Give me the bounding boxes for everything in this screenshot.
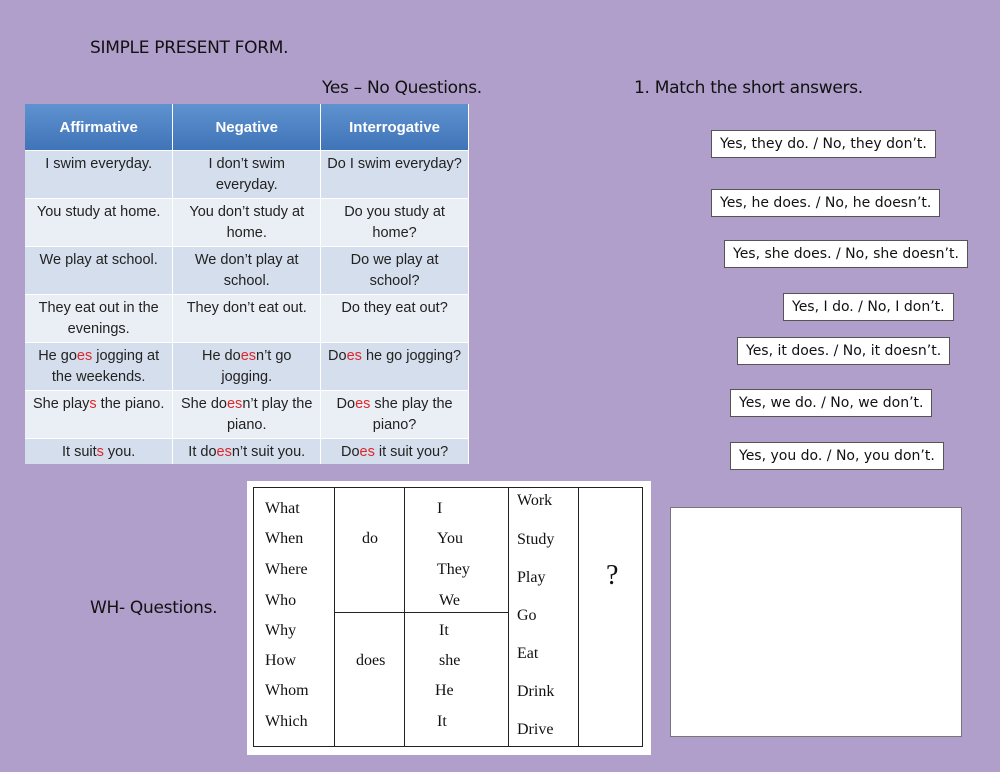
cell-text: I swim everyday. <box>45 156 153 172</box>
cell-text: jogging at the weekends. <box>51 347 160 385</box>
subject-word: It <box>437 713 447 730</box>
cell-text: Do you study at home? <box>344 203 445 241</box>
short-answer-we[interactable]: Yes, we do. / No, we don’t. <box>730 389 932 417</box>
highlighted-ending: s <box>89 395 97 412</box>
verb-word: Work <box>517 492 553 509</box>
aux-does: does <box>356 652 386 669</box>
cell-text: You study at home. <box>36 203 161 220</box>
cell-text: n’t go jogging. <box>221 347 292 385</box>
short-answer-he[interactable]: Yes, he does. / No, he doesn’t. <box>711 189 940 217</box>
short-answer-she[interactable]: Yes, she does. / No, she doesn’t. <box>724 240 968 268</box>
highlighted-ending: es <box>216 443 232 460</box>
subject-word: It <box>439 622 449 639</box>
verb-word: Drive <box>517 721 554 738</box>
cell-interrogative <box>321 151 469 199</box>
cell-text: He go <box>38 347 77 364</box>
wh-word: Why <box>265 622 297 639</box>
yes-no-heading: Yes – No Questions. <box>322 78 482 98</box>
auxiliary-column <box>334 488 405 746</box>
cell-text: She play <box>32 395 90 412</box>
header-affirmative: Affirmative <box>25 104 173 151</box>
subject-word: she <box>439 652 461 669</box>
subject-word: We <box>439 592 460 609</box>
cell-interrogative <box>321 246 469 294</box>
subject-column <box>404 488 509 746</box>
subject-word: I <box>437 500 443 517</box>
subject-word: He <box>435 682 454 699</box>
cell-affirmative <box>25 342 173 390</box>
verb-word: Go <box>517 607 537 624</box>
highlighted-ending: s <box>96 443 104 460</box>
verb-word: Play <box>517 569 546 586</box>
cell-negative <box>173 198 321 246</box>
cell-affirmative <box>25 294 173 342</box>
wh-word: Who <box>265 592 297 609</box>
table-row <box>25 342 469 390</box>
cell-text: the piano. <box>96 395 165 412</box>
page-title: SIMPLE PRESENT FORM. <box>90 38 289 58</box>
table-row <box>25 438 469 464</box>
wh-questions-grid <box>253 487 643 747</box>
highlighted-ending: es <box>355 395 371 412</box>
wh-questions-panel <box>247 481 651 755</box>
header-interrogative: Interrogative <box>321 104 469 151</box>
wh-word: Which <box>265 713 308 730</box>
wh-word: Whom <box>265 682 309 699</box>
highlighted-ending: es <box>76 347 93 364</box>
cell-text: Do <box>336 395 356 412</box>
cell-text: We play at school. <box>39 251 158 268</box>
cell-text: it suit you? <box>374 443 449 460</box>
cell-text: he go jogging? <box>361 347 462 364</box>
cell-text: Do I swim everyday? <box>327 156 462 172</box>
do-does-divider <box>334 612 508 613</box>
verb-word: Drink <box>517 683 555 700</box>
table-row <box>25 390 469 438</box>
table-header-row <box>25 104 469 151</box>
wh-word: When <box>265 530 304 547</box>
cell-negative <box>173 246 321 294</box>
cell-interrogative <box>321 438 469 464</box>
cell-affirmative <box>25 390 173 438</box>
cell-text: It do <box>188 443 217 460</box>
header-negative: Negative <box>173 104 321 151</box>
answer-drop-box[interactable] <box>670 507 962 737</box>
cell-text: We don’t play at school. <box>194 251 299 289</box>
cell-text: Do <box>340 443 360 460</box>
cell-negative <box>173 151 321 199</box>
wh-word: Where <box>265 561 308 578</box>
cell-text: Do we play at school? <box>350 251 439 289</box>
wh-word: What <box>265 500 300 517</box>
cell-interrogative <box>321 294 469 342</box>
cell-negative <box>173 438 321 464</box>
cell-negative <box>173 390 321 438</box>
cell-affirmative <box>25 438 173 464</box>
cell-text: He do <box>201 347 241 364</box>
cell-affirmative <box>25 198 173 246</box>
cell-text: n’t play the piano. <box>226 395 313 433</box>
cell-interrogative <box>321 342 469 390</box>
wh-questions-heading: WH- Questions. <box>90 598 218 618</box>
table-row <box>25 294 469 342</box>
short-answer-they[interactable]: Yes, they do. / No, they don’t. <box>711 130 936 158</box>
cell-interrogative <box>321 198 469 246</box>
cell-interrogative <box>321 390 469 438</box>
highlighted-ending: es <box>359 443 375 460</box>
subject-word: They <box>437 561 470 578</box>
highlighted-ending: es <box>346 347 362 364</box>
short-answer-it[interactable]: Yes, it does. / No, it doesn’t. <box>737 337 950 365</box>
cell-negative <box>173 342 321 390</box>
cell-text: It suit <box>61 443 97 460</box>
highlighted-ending: es <box>226 395 243 412</box>
cell-text: I don’t swim everyday. <box>208 156 286 193</box>
wh-word: How <box>265 652 297 669</box>
short-answer-you[interactable]: Yes, you do. / No, you don’t. <box>730 442 944 470</box>
aux-do: do <box>362 530 378 547</box>
subject-word: You <box>437 530 463 547</box>
cell-text: you. <box>103 443 136 460</box>
cell-affirmative <box>25 246 173 294</box>
cell-text: She do <box>181 395 227 412</box>
cell-text: They eat out in the evenings. <box>38 299 159 337</box>
highlighted-ending: es <box>240 347 257 364</box>
cell-text: You don’t study at home. <box>189 203 305 241</box>
cell-text: Do <box>328 347 347 364</box>
verb-column <box>508 488 579 746</box>
verb-word: Study <box>517 531 555 548</box>
question-mark: ? <box>606 560 619 591</box>
cell-text: she play the piano? <box>370 395 453 433</box>
cell-affirmative <box>25 151 173 199</box>
cell-text: n’t suit you. <box>231 443 306 460</box>
cell-text: Do they eat out? <box>341 299 448 316</box>
short-answer-i[interactable]: Yes, I do. / No, I don’t. <box>783 293 954 321</box>
table-row <box>25 198 469 246</box>
present-simple-table <box>25 104 469 464</box>
verb-word: Eat <box>517 645 539 662</box>
match-heading: 1. Match the short answers. <box>634 78 863 98</box>
table-row <box>25 151 469 199</box>
cell-negative <box>173 294 321 342</box>
wh-word-column <box>254 488 335 746</box>
cell-text: They don’t eat out. <box>186 299 307 316</box>
table-row <box>25 246 469 294</box>
